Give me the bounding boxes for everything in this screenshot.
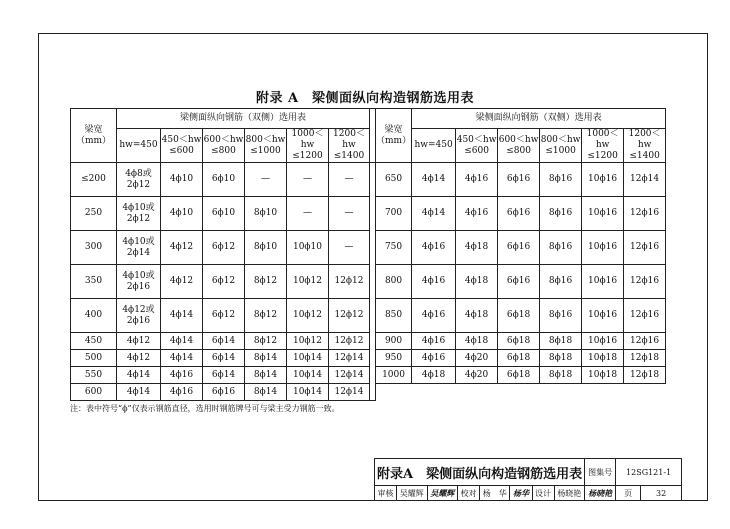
beam-width-cell: 550 <box>71 367 117 384</box>
rebar-cell: 4ϕ14 <box>161 333 203 350</box>
header-beam-width-left: 梁宽 （mm） <box>71 109 117 163</box>
rebar-cell: 4ϕ18 <box>456 333 498 350</box>
rebar-cell: 8ϕ18 <box>540 350 582 367</box>
rebar-cell: 4ϕ10或 2ϕ16 <box>117 265 161 299</box>
table-note: 注：表中符号“ϕ”仅表示钢筋直径，选用时钢筋牌号可与梁主受力钢筋一致。 <box>70 404 340 413</box>
rebar-cell: 6ϕ10 <box>203 163 245 197</box>
table-row <box>71 367 666 384</box>
checker-signature: 杨华 <box>510 486 532 501</box>
rebar-cell: 4ϕ16 <box>456 163 498 197</box>
rebar-cell: 4ϕ16 <box>412 350 456 367</box>
rebar-cell: 4ϕ12 <box>117 350 161 367</box>
table-row <box>71 265 666 299</box>
rebar-cell: 8ϕ12 <box>245 265 287 299</box>
rebar-cell: 4ϕ16 <box>161 384 203 401</box>
rebar-cell: 8ϕ14 <box>245 350 287 367</box>
rebar-cell: — <box>287 197 329 231</box>
rebar-cell: 4ϕ14 <box>117 367 161 384</box>
reviewer-name: 吴耀辉 <box>397 486 427 501</box>
table-row <box>71 163 666 197</box>
beam-width-cell: 950 <box>376 350 412 367</box>
table-row <box>71 333 666 350</box>
rebar-cell: 6ϕ16 <box>498 265 540 299</box>
header-col: 600＜hw ≤800 <box>203 129 245 163</box>
rebar-cell: 8ϕ10 <box>245 197 287 231</box>
rebar-cell: 4ϕ14 <box>161 350 203 367</box>
table-row <box>71 350 666 367</box>
table-row <box>71 299 666 333</box>
rebar-cell: — <box>287 163 329 197</box>
rebar-cell: 10ϕ16 <box>582 197 624 231</box>
header-col: hw=450 <box>117 129 161 163</box>
rebar-cell: 4ϕ18 <box>456 299 498 333</box>
rebar-cell: — <box>329 197 370 231</box>
rebar-cell: 10ϕ12 <box>287 299 329 333</box>
header-col: 450＜hw ≤600 <box>456 129 498 163</box>
header-col: 800＜hw ≤1000 <box>245 129 287 163</box>
header-group-right: 梁侧面纵向钢筋（双侧）选用表 <box>412 109 666 129</box>
designer-name: 杨晓艳 <box>554 486 585 501</box>
rebar-cell: 12ϕ16 <box>624 231 666 265</box>
rebar-cell: 6ϕ16 <box>498 197 540 231</box>
rebar-cell: 12ϕ14 <box>329 367 370 384</box>
beam-width-cell: 850 <box>376 299 412 333</box>
beam-width-cell: 500 <box>71 350 117 367</box>
rebar-cell: 10ϕ18 <box>582 367 624 384</box>
header-col: 450＜hw ≤600 <box>161 129 203 163</box>
rebar-cell: 4ϕ14 <box>117 384 161 401</box>
beam-width-cell: 1000 <box>376 367 412 384</box>
rebar-cell: 10ϕ12 <box>287 333 329 350</box>
rebar-cell: 10ϕ16 <box>582 231 624 265</box>
beam-width-cell: 700 <box>376 197 412 231</box>
rebar-cell: 4ϕ8或 2ϕ12 <box>117 163 161 197</box>
rebar-cell: 12ϕ12 <box>329 265 370 299</box>
rebar-cell: 6ϕ14 <box>203 350 245 367</box>
rebar-cell: 8ϕ12 <box>245 299 287 333</box>
beam-width-cell: 450 <box>71 333 117 350</box>
designer-signature: 杨晓艳 <box>585 486 616 501</box>
rebar-cell: 4ϕ10 <box>161 163 203 197</box>
beam-width-cell: 750 <box>376 231 412 265</box>
rebar-cell: 6ϕ18 <box>498 299 540 333</box>
rebar-cell: 10ϕ14 <box>287 384 329 401</box>
rebar-cell: 4ϕ16 <box>456 197 498 231</box>
table-row <box>71 384 666 401</box>
rebar-cell: 8ϕ16 <box>540 299 582 333</box>
rebar-cell: 6ϕ12 <box>203 299 245 333</box>
rebar-cell: 12ϕ16 <box>624 333 666 350</box>
rebar-cell: 12ϕ16 <box>624 265 666 299</box>
header-group-left: 梁侧面纵向钢筋（双侧）选用表 <box>117 109 370 129</box>
rebar-cell: 10ϕ10 <box>287 231 329 265</box>
rebar-cell: 10ϕ14 <box>287 367 329 384</box>
rebar-cell: 4ϕ12 <box>161 265 203 299</box>
rebar-cell: 6ϕ16 <box>203 384 245 401</box>
rebar-cell: 8ϕ18 <box>540 367 582 384</box>
check-label: 校对 <box>457 486 479 501</box>
atlas-number: 12SG121-1 <box>616 459 682 486</box>
beam-width-cell: 650 <box>376 163 412 197</box>
rebar-cell: 4ϕ12 <box>117 333 161 350</box>
rebar-cell: 8ϕ16 <box>540 231 582 265</box>
table-row <box>71 197 666 231</box>
rebar-cell: 12ϕ16 <box>624 299 666 333</box>
rebar-cell: 6ϕ18 <box>498 350 540 367</box>
rebar-cell: 6ϕ14 <box>203 367 245 384</box>
rebar-cell: 10ϕ14 <box>287 350 329 367</box>
rebar-cell: 4ϕ12或 2ϕ16 <box>117 299 161 333</box>
beam-width-cell: 300 <box>71 231 117 265</box>
rebar-cell: 8ϕ16 <box>540 163 582 197</box>
beam-width-cell: 900 <box>376 333 412 350</box>
rebar-cell: 6ϕ18 <box>498 333 540 350</box>
page-number: 32 <box>641 486 682 501</box>
rebar-cell: 4ϕ10 <box>161 197 203 231</box>
rebar-cell: 8ϕ14 <box>245 367 287 384</box>
rebar-cell: 4ϕ18 <box>456 231 498 265</box>
rebar-cell: 12ϕ14 <box>329 384 370 401</box>
title-block <box>374 458 682 501</box>
beam-width-cell: 600 <box>71 384 117 401</box>
header-col: 1200＜hw ≤1400 <box>624 129 666 163</box>
rebar-cell: 8ϕ16 <box>540 265 582 299</box>
rebar-cell: 10ϕ18 <box>582 350 624 367</box>
rebar-cell: 10ϕ16 <box>582 265 624 299</box>
rebar-cell: 4ϕ14 <box>161 299 203 333</box>
rebar-cell: 6ϕ18 <box>498 367 540 384</box>
design-label: 设计 <box>532 486 554 501</box>
rebar-cell: 4ϕ10或 2ϕ12 <box>117 197 161 231</box>
header-beam-width-right: 梁宽 （mm） <box>376 109 412 163</box>
beam-width-cell: 400 <box>71 299 117 333</box>
rebar-cell: 4ϕ18 <box>412 367 456 384</box>
page-label: 页 <box>616 486 641 501</box>
rebar-cell: 4ϕ20 <box>456 367 498 384</box>
rebar-cell: 8ϕ10 <box>245 231 287 265</box>
title-block-title: 附录A 梁侧面纵向构造钢筋选用表 <box>375 459 585 486</box>
rebar-cell: 10ϕ16 <box>582 163 624 197</box>
header-col: 800＜hw ≤1000 <box>540 129 582 163</box>
page-title: 附录 A 梁侧面纵向构造钢筋选用表 <box>255 91 475 106</box>
review-label: 审核 <box>375 486 397 501</box>
rebar-cell: 8ϕ18 <box>540 333 582 350</box>
rebar-cell: 10ϕ16 <box>582 299 624 333</box>
rebar-cell: 6ϕ12 <box>203 265 245 299</box>
rebar-cell: 4ϕ16 <box>161 367 203 384</box>
rebar-cell: 12ϕ14 <box>624 163 666 197</box>
table-row <box>71 231 666 265</box>
rebar-cell: 12ϕ18 <box>624 367 666 384</box>
rebar-cell: 4ϕ18 <box>456 265 498 299</box>
rebar-cell: 4ϕ14 <box>412 163 456 197</box>
rebar-cell: 4ϕ20 <box>456 350 498 367</box>
rebar-cell: 6ϕ12 <box>203 231 245 265</box>
rebar-cell: 6ϕ14 <box>203 333 245 350</box>
beam-width-cell: ≤200 <box>71 163 117 197</box>
rebar-cell: 12ϕ12 <box>329 333 370 350</box>
rebar-cell: 8ϕ12 <box>245 333 287 350</box>
beam-width-cell: 250 <box>71 197 117 231</box>
rebar-cell: 6ϕ16 <box>498 163 540 197</box>
rebar-cell: 8ϕ16 <box>540 197 582 231</box>
rebar-cell: — <box>245 163 287 197</box>
atlas-label: 图集号 <box>585 459 616 486</box>
rebar-cell: 12ϕ14 <box>329 350 370 367</box>
empty-cell <box>376 384 666 401</box>
header-col: 1000＜hw ≤1200 <box>287 129 329 163</box>
rebar-cell: 4ϕ14 <box>412 197 456 231</box>
rebar-cell: 12ϕ16 <box>624 197 666 231</box>
rebar-cell: 4ϕ16 <box>412 231 456 265</box>
beam-width-cell: 350 <box>71 265 117 299</box>
rebar-cell: 8ϕ14 <box>245 384 287 401</box>
rebar-cell: 10ϕ12 <box>287 265 329 299</box>
rebar-cell: 12ϕ12 <box>329 299 370 333</box>
beam-width-cell: 800 <box>376 265 412 299</box>
rebar-cell: 6ϕ10 <box>203 197 245 231</box>
rebar-table <box>70 108 666 401</box>
rebar-cell: 4ϕ16 <box>412 299 456 333</box>
rebar-cell: 4ϕ16 <box>412 265 456 299</box>
header-col: 600＜hw ≤800 <box>498 129 540 163</box>
reviewer-signature: 吴耀辉 <box>427 486 457 501</box>
header-col: 1200＜hw ≤1400 <box>329 129 370 163</box>
rebar-cell: 10ϕ16 <box>582 333 624 350</box>
rebar-cell: 6ϕ16 <box>498 231 540 265</box>
rebar-cell: 4ϕ16 <box>412 333 456 350</box>
header-col: 1000＜hw ≤1200 <box>582 129 624 163</box>
rebar-cell: 4ϕ12 <box>161 231 203 265</box>
rebar-cell: — <box>329 163 370 197</box>
header-col: hw=450 <box>412 129 456 163</box>
rebar-cell: 12ϕ18 <box>624 350 666 367</box>
rebar-cell: — <box>329 231 370 265</box>
rebar-cell: 4ϕ10或 2ϕ14 <box>117 231 161 265</box>
checker-name: 杨 华 <box>480 486 510 501</box>
